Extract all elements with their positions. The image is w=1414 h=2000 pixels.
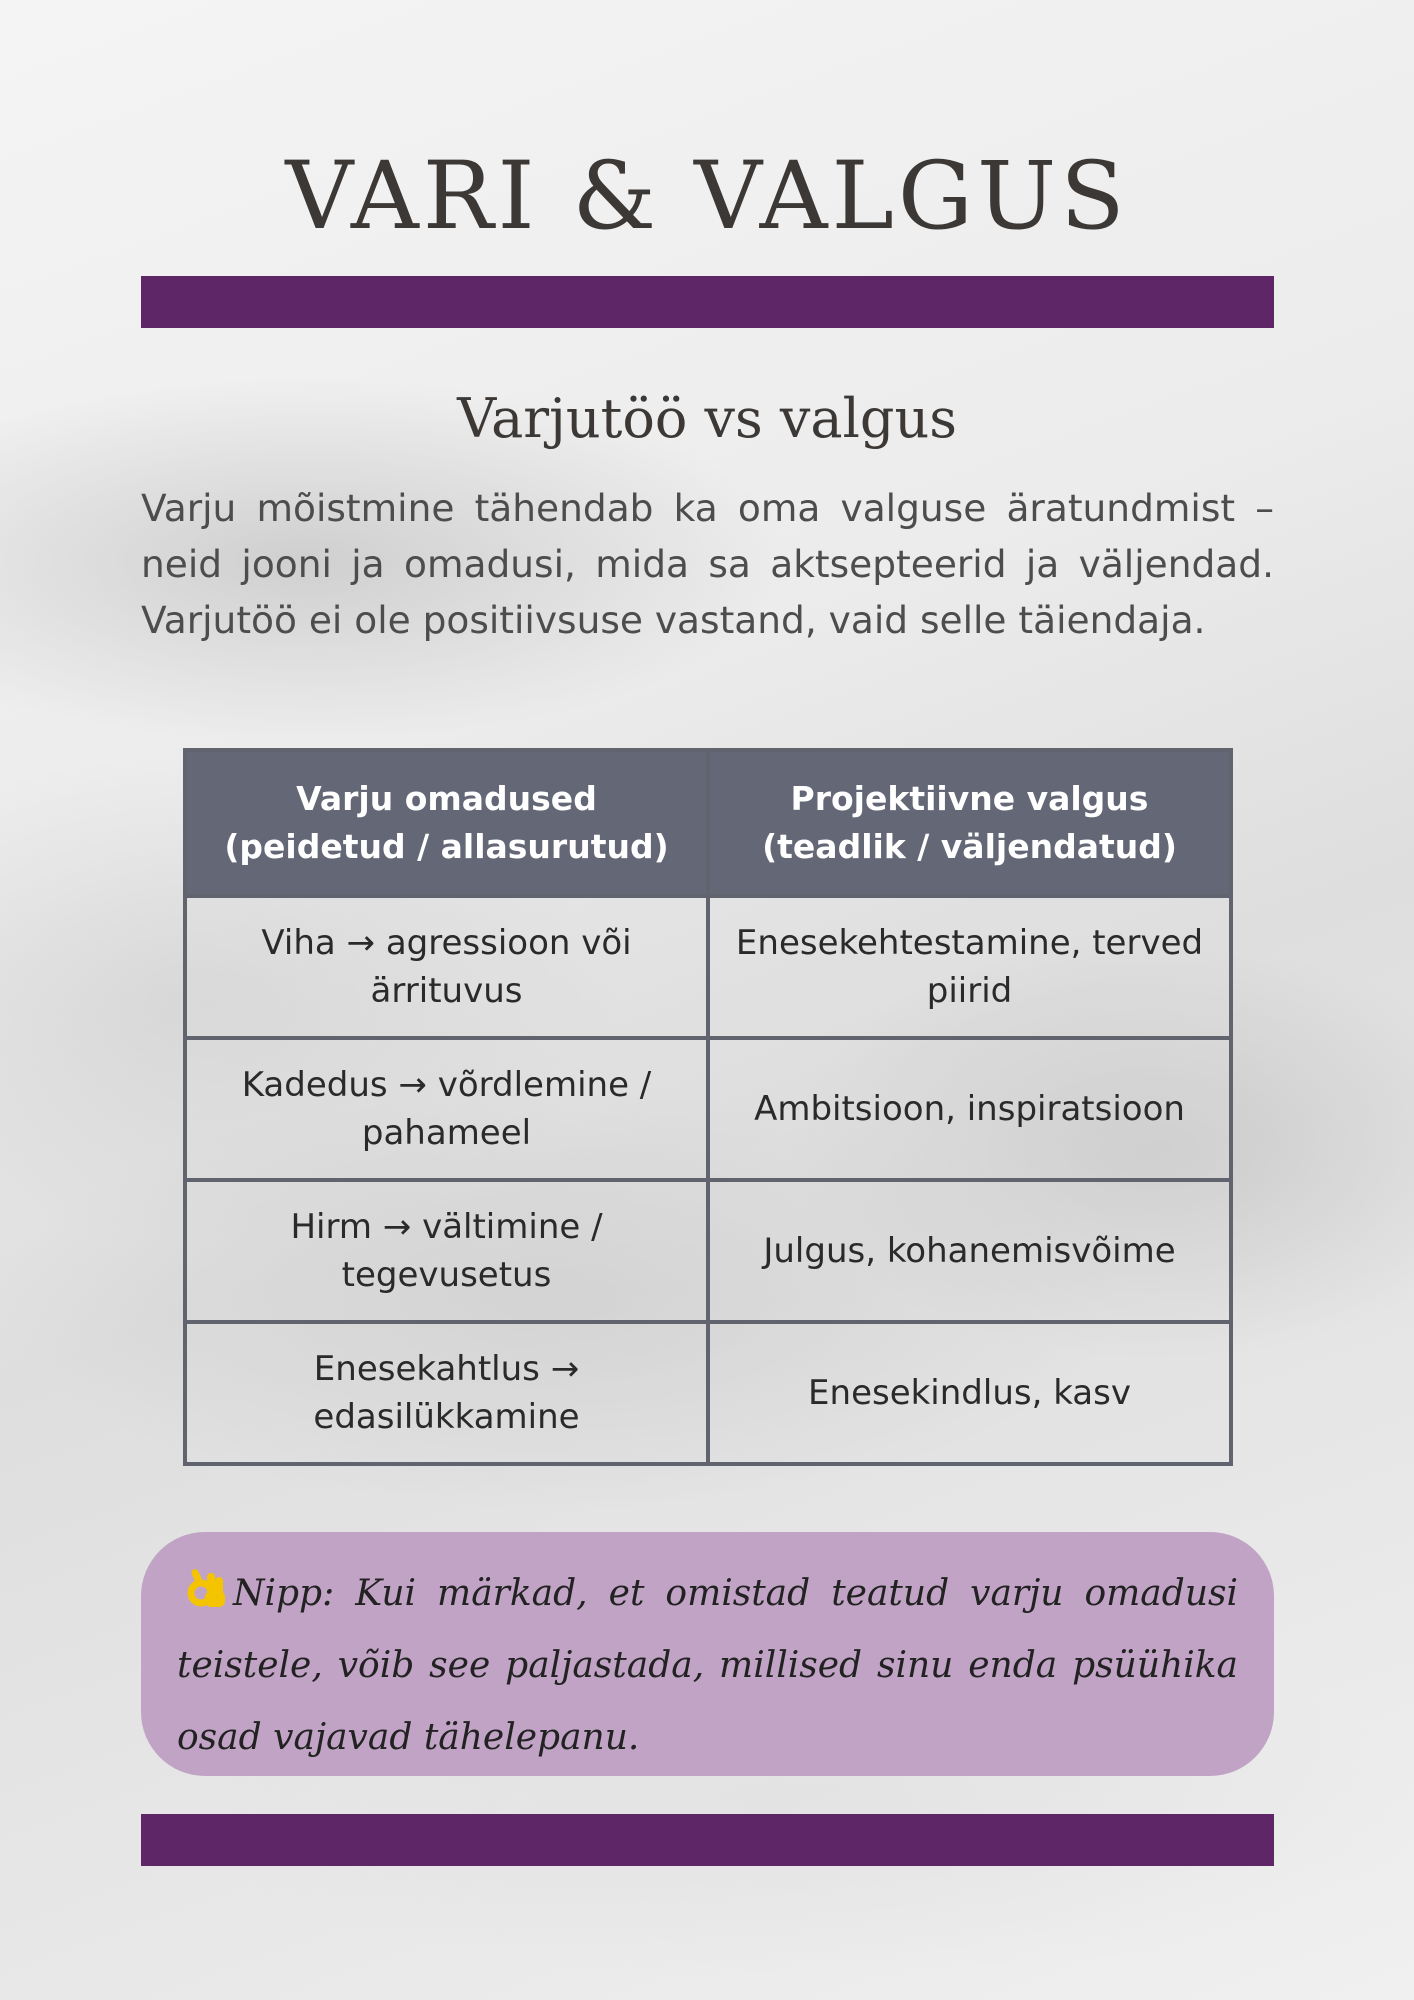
section-subtitle: Varjutöö vs valgus bbox=[457, 387, 957, 450]
ok-hand-icon bbox=[185, 1564, 229, 1608]
table-cell-light: Enesekehtestamine, terved piirid bbox=[708, 896, 1231, 1038]
bottom-accent-bar bbox=[141, 1814, 1274, 1866]
intro-paragraph: Varju mõistmine tähendab ka oma valguse äratundmist – neid jooni ja omadusi, mida sa aktsepteerid ja väljendad. Varjutöö ei ole positiivsuse vastand, vaid selle täiendaja. bbox=[141, 486, 1274, 642]
table-row bbox=[185, 1180, 1231, 1322]
shadow-light-table bbox=[183, 748, 1233, 1466]
table-cell-shadow: Enesekahtlus → edasilükkamine bbox=[185, 1322, 708, 1464]
table-cell-light: Julgus, kohanemisvõime bbox=[708, 1180, 1231, 1322]
table-cell-light: Ambitsioon, inspiratsioon bbox=[708, 1038, 1231, 1180]
tip-box bbox=[141, 1532, 1274, 1776]
top-accent-bar bbox=[141, 276, 1274, 328]
page-title: VARI & VALGUS bbox=[285, 142, 1129, 251]
table-cell-shadow: Hirm → vältimine / tegevusetus bbox=[185, 1180, 708, 1322]
table-cell-shadow: Kadedus → võrdlemine / pahameel bbox=[185, 1038, 708, 1180]
tip-text: Nipp: Kui märkad, et omistad teatud varju omadusi teistele, võib see paljastada, millised sinu enda psüühika osad vajavad tähelepanu. bbox=[177, 1573, 1238, 1758]
table-row bbox=[185, 896, 1231, 1038]
column-header-shadow: Varju omadused (peidetud / allasurutud) bbox=[185, 750, 708, 896]
table-cell-light: Enesekindlus, kasv bbox=[708, 1322, 1231, 1464]
table-row bbox=[185, 1038, 1231, 1180]
column-header-light: Projektiivne valgus (teadlik / väljendatud) bbox=[708, 750, 1231, 896]
table-cell-shadow: Viha → agressioon või ärrituvus bbox=[185, 896, 708, 1038]
table-header-row bbox=[185, 750, 1231, 896]
table-row bbox=[185, 1322, 1231, 1464]
